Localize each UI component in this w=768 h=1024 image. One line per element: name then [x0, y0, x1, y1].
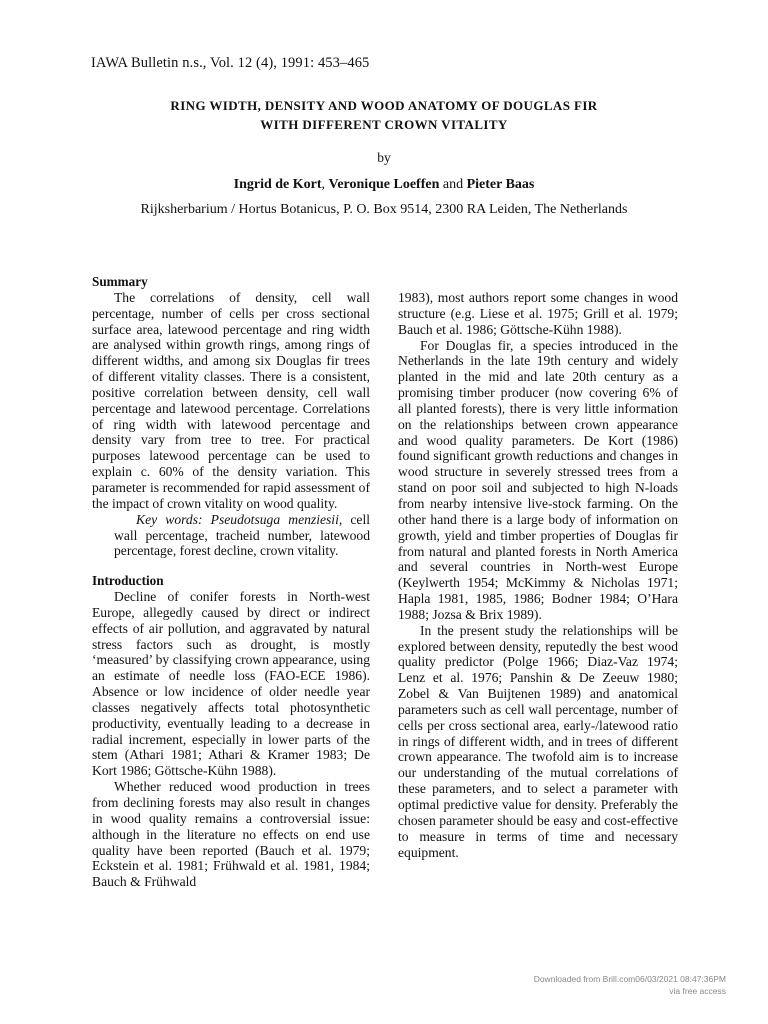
author-1: Ingrid de Kort: [233, 177, 322, 192]
journal-citation: IAWA Bulletin n.s., Vol. 12 (4), 1991: 453–465: [91, 55, 370, 71]
intro-paragraph-3: For Douglas fir, a species introduced in the Netherlands in the late 19th century and widely planted in the mid and late 20th century as a promising timber producer (now covering 6% of all planted forests), there is very little information on the relationships between crown appearance and wood quality parameters. De Kort (1986) found significant growth reductions and changes in wood structure in severely stressed trees from a stand on poor soil and subjected to high N-loads from nearby intensive live-stock farming. On the other hand there is a large body of information on growth, yield and timber properties of Douglas fir from natural and planted forests in North America and several countries in North-west Europe (Keylwerth 1954; McKimmy & Nicholas 1971; Hapla 1981, 1985, 1986; Bodner 1984; O’Hara 1988; Jozsa & Brix 1989).: [398, 337, 678, 622]
download-watermark: [534, 973, 726, 997]
intro-paragraph-2-continued: 1983), most authors report some changes in wood structure (e.g. Liese et al. 1975; Grill et al. 1979; Bauch et al. 1986; Göttsche-Kühn 1988).: [398, 290, 678, 337]
summary-heading: Summary: [92, 274, 148, 289]
left-column: [92, 274, 370, 890]
author-3: Pieter Baas: [466, 177, 535, 192]
keywords-label: Key words:: [136, 511, 203, 527]
intro-paragraph-4: In the present study the relationships will be explored between density, reputedly the best wood quality predictor (Polge 1966; Diaz-Vaz 1974; Lenz et al. 1976; Panshin & De Zeeuw 1980; Zobel & Van Buijtenen 1989) and anatomical parameters such as cell wall percentage, number of cells per cross sectional area, early-/latewood ratio in rings of different width, and in trees of different crown appearance. The twofold aim is to increase our understanding of the mutual correlations of these parameters, and to select a parameter with optimal predictive value for density. Preferably the chosen parameter should be easy and cost-effective to measure in terms of time and necessary equipment.: [398, 622, 678, 860]
author-list: [0, 177, 768, 193]
affiliation: Rijksherbarium / Hortus Botanicus, P. O. Box 9514, 2300 RA Leiden, The Netherlands: [140, 202, 628, 217]
right-column: [398, 290, 678, 860]
paper-title: [110, 96, 658, 134]
author-and: and: [439, 177, 467, 192]
summary-text: The correlations of density, cell wall percentage, number of cells per cross sectional surface area, latewood percentage and ring width are analysed within growth rings, among rings of different widths, and among six Douglas fir trees of different vitality classes. There is a consistent, positive correlation between density, cell wall percentage and latewood percentage. Correlations of ring width with latewood percentage and density vary from tree to tree. For practical purposes latewood percentage can be used to explain c. 60% of the density variation. This parameter is recommended for rapid assessment of the impact of crown vitality on wood quality.: [92, 289, 370, 511]
title-line-1: RING WIDTH, DENSITY AND WOOD ANATOMY OF DOUGLAS FIR: [170, 98, 598, 113]
keywords-rest: cell wall percentage, tracheid number, latewood percentage, forest decline, crown vitality.: [114, 511, 370, 559]
keywords: [92, 512, 370, 560]
author-separator: ,: [321, 177, 329, 192]
download-timestamp: Downloaded from Brill.com06/03/2021 08:47:36PM: [533, 974, 726, 984]
introduction-heading: Introduction: [92, 573, 164, 589]
by-label: by: [377, 150, 391, 165]
access-note: via free access: [669, 986, 726, 996]
intro-paragraph-2: Whether reduced wood production in trees from declining forests may also result in changes in wood quality remains a controversial issue: although in the literature no effects on end use quality have been reported (Bauch et al. 1979; Eckstein et al. 1981; Frühwald et al. 1981, 1984; Bauch & Frühwald: [92, 779, 370, 890]
keywords-species: Pseudotsuga menziesii,: [210, 511, 343, 527]
title-line-2: WITH DIFFERENT CROWN VITALITY: [260, 117, 508, 132]
intro-paragraph-1: Decline of conifer forests in North-west Europe, allegedly caused by direct or indirect effects of air pollution, and aggravated by natural stress factors such as drought, is mostly ‘measured’ by classifying crown appearance, using an estimate of needle loss (FAO-ECE 1986). Absence or low incidence of older needle year classes negatively affects total photosynthetic productivity, eventually leading to a decrease in radial increment, especially in lower parts of the stem (Athari 1981; Athari & Kramer 1983; De Kort 1986; Göttsche-Kühn 1988).: [92, 589, 370, 779]
author-2: Veronique Loeffen: [328, 177, 440, 192]
